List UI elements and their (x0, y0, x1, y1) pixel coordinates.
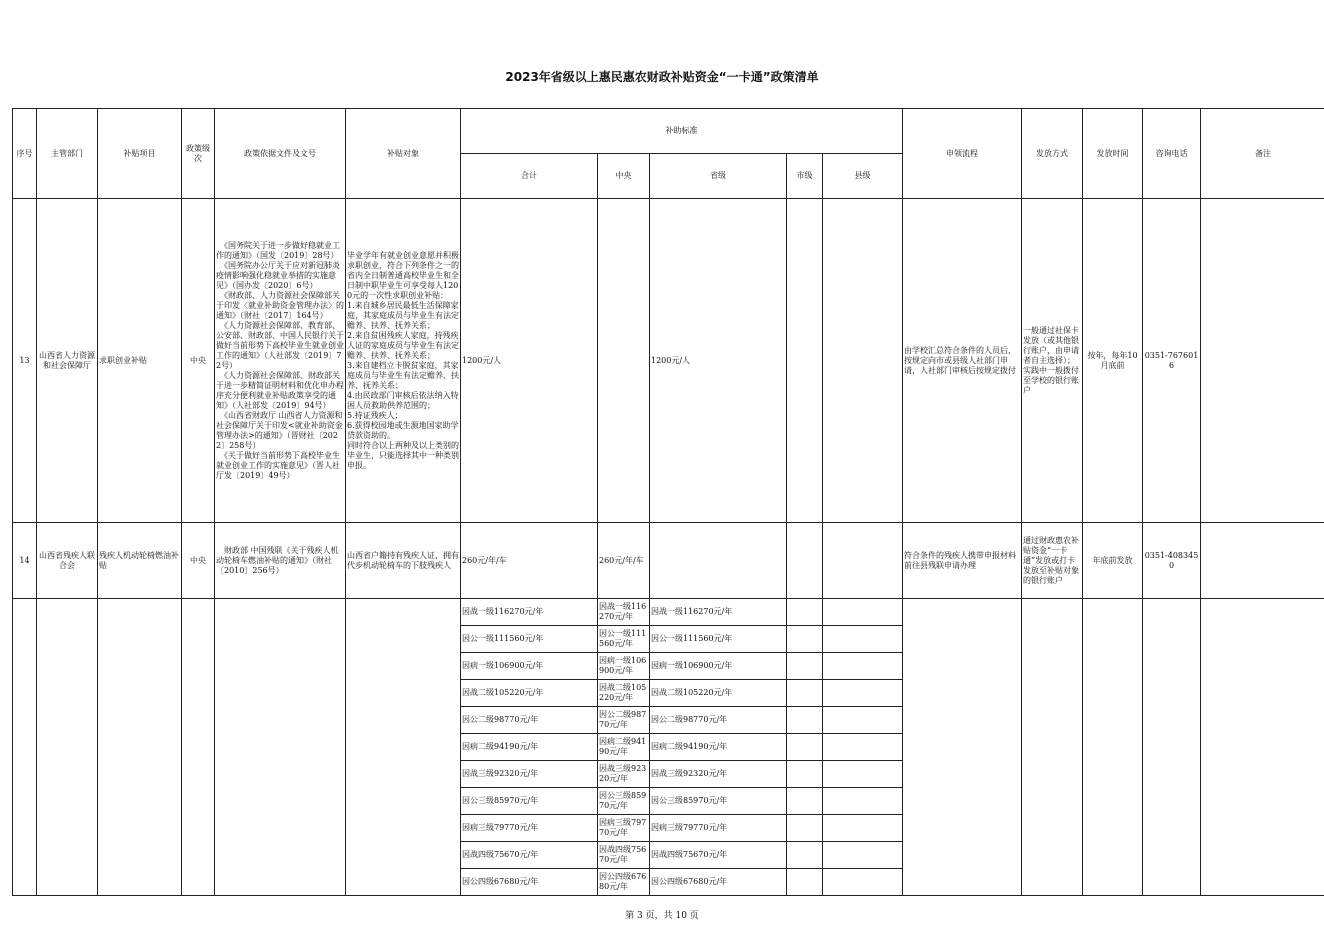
row-basis: 财政部 中国残联《关于残疾人机动轮椅车燃油补贴的通知》（财社〔2010〕256号） (215, 523, 346, 599)
row-county (823, 523, 903, 599)
sub-central: 因公三级85970元/年 (598, 788, 650, 815)
row-remark (1201, 199, 1324, 523)
sub-city (787, 680, 823, 707)
row-item: 残疾人机动轮椅燃油补贴 (98, 523, 182, 599)
sub-city (787, 869, 823, 896)
header-method: 发放方式 (1022, 109, 1083, 199)
header-seq: 序号 (13, 109, 37, 199)
sub-city (787, 761, 823, 788)
header-remark: 备注 (1201, 109, 1324, 199)
sub-total: 因公四级67680元/年 (461, 869, 598, 896)
row-level: 中央 (182, 523, 215, 599)
row-total: 260元/年/车 (461, 523, 598, 599)
sub-process (903, 599, 1022, 896)
row-target: 毕业学年有就业创业意愿并积极求职创业，符合下列条件之一的省内全日制普通高校毕业生和全日制中职毕业生可享受每人1200元的一次性求职创业补贴： 1.来自城乡居民最低生活保障家庭，其家庭成员与毕业生有法定赡养、扶养、抚养关系； 2.来自贫困残疾人家庭，持残疾人证的家庭成员与毕业生有法定赡养、扶养、抚养关系； 3.来自建档立卡脱贫家庭，其家庭成员与毕业生有法定赡养、扶养、抚养关系； 4.由民政部门审核后依法纳入特困人员救助供养范围的； 5.持证残疾人； 6.获得校园地或生源地国家助学贷款资助的。 同时符合以上两种及以上类别的毕业生，只能选择其中一种类别申报。 (346, 199, 461, 523)
sub-province: 因病一级106900元/年 (650, 653, 787, 680)
sub-total: 因病三级79770元/年 (461, 815, 598, 842)
sub-city (787, 626, 823, 653)
sub-city (787, 734, 823, 761)
row-phone: 0351-4083450 (1143, 523, 1201, 599)
header-central: 中央 (598, 154, 650, 199)
row-seq: 13 (13, 199, 37, 523)
sub-city (787, 788, 823, 815)
sub-county (823, 734, 903, 761)
sub-province: 因公二级98770元/年 (650, 707, 787, 734)
sub-county (823, 653, 903, 680)
sub-province: 因战四级75670元/年 (650, 842, 787, 869)
row-basis: 《国务院关于进一步做好稳就业工作的通知》（国发〔2019〕28号） 《国务院办公厅关于应对新冠肺炎疫情影响强化稳就业举措的实施意见》（国办发〔2020〕6号） 《财政部、人力资源社会保障部关于印发〈就业补助资金管理办法〉的通知》（财社〔2017〕164号） 《人力资源社会保障部、教育部、公安部、财政部、中国人民银行关于做好当前形势下高校毕业生就业创业工作的通知》（人社部发〔2019〕72号） 《人力资源社会保障部、财政部关于进一步精简证明材料和优化申办程序充分便利就业补贴政策享受的通知》（人社部发〔2019〕94号） 《山西省财政厅 山西省人力资源和社会保障厅关于印发<就业补助资金管理办法>的通知》（晋财社〔2022〕258号） 《关于做好当前形势下高校毕业生就业创业工作的实施意见》（晋人社厅发〔2019〕49号） (215, 199, 346, 523)
sub-central: 因战二级105220元/年 (598, 680, 650, 707)
sub-total: 因公三级85970元/年 (461, 788, 598, 815)
sub-method (1022, 599, 1083, 896)
sub-total: 因战一级116270元/年 (461, 599, 598, 626)
sub-city (787, 653, 823, 680)
page-footer: 第 3 页，共 10 页 (625, 911, 699, 921)
sub-central: 因病三级79770元/年 (598, 815, 650, 842)
row-city (787, 199, 823, 523)
sub-county (823, 761, 903, 788)
sub-province: 因公三级85970元/年 (650, 788, 787, 815)
sub-city (787, 599, 823, 626)
row-county (823, 199, 903, 523)
sub-county (823, 626, 903, 653)
header-county: 县级 (823, 154, 903, 199)
header-target: 补贴对象 (346, 109, 461, 199)
sub-remark (1201, 599, 1324, 896)
row-method: 通过财政惠农补贴资金“一卡通”发放或打卡发放至补贴对象的银行账户 (1022, 523, 1083, 599)
sub-county (823, 707, 903, 734)
sub-total: 因公一级111560元/年 (461, 626, 598, 653)
sub-province: 因公四级67680元/年 (650, 869, 787, 896)
sub-phone (1143, 599, 1201, 896)
sub-central: 因病二级94190元/年 (598, 734, 650, 761)
row-province (650, 523, 787, 599)
row-target: 山西省户籍持有残疾人证，拥有代步机动轮椅车的下肢残疾人 (346, 523, 461, 599)
row-item: 求职创业补贴 (98, 199, 182, 523)
page-title: 2023年省级以上惠民惠农财政补贴资金“一卡通”政策清单 (505, 70, 819, 84)
sub-county (823, 842, 903, 869)
row-total: 1200元/人 (461, 199, 598, 523)
header-level: 政策级次 (182, 109, 215, 199)
sub-province: 因战二级105220元/年 (650, 680, 787, 707)
row-remark (1201, 523, 1324, 599)
header-time: 发放时间 (1083, 109, 1143, 199)
sub-province: 因公一级111560元/年 (650, 626, 787, 653)
header-phone: 咨询电话 (1143, 109, 1201, 199)
sub-province: 因战一级116270元/年 (650, 599, 787, 626)
sub-county (823, 599, 903, 626)
header-total: 合计 (461, 154, 598, 199)
sub-level (182, 599, 215, 896)
sub-city (787, 815, 823, 842)
row-city (787, 523, 823, 599)
row-process: 由学校汇总符合条件的人员后，按规定向市或县级人社部门申请，人社部门审核后按规定拨付 (903, 199, 1022, 523)
row-process: 符合条件的残疾人携带申报材料前往县残联申请办理 (903, 523, 1022, 599)
row-dept: 山西省人力资源和社会保障厅 (37, 199, 98, 523)
sub-central: 因战四级75670元/年 (598, 842, 650, 869)
header-item: 补贴项目 (98, 109, 182, 199)
header-dept: 主管部门 (37, 109, 98, 199)
sub-central: 因公二级98770元/年 (598, 707, 650, 734)
row-dept: 山西省残疾人联合会 (37, 523, 98, 599)
sub-basis (215, 599, 346, 896)
sub-dept (37, 599, 98, 896)
row-province: 1200元/人 (650, 199, 787, 523)
sub-city (787, 842, 823, 869)
sub-total: 因病二级94190元/年 (461, 734, 598, 761)
sub-province: 因病三级79770元/年 (650, 815, 787, 842)
header-row-1 (13, 109, 1324, 154)
header-standard: 补助标准 (461, 109, 903, 154)
sub-central: 因战三级92320元/年 (598, 761, 650, 788)
header-basis: 政策依据文件及文号 (215, 109, 346, 199)
sub-central: 因战一级116270元/年 (598, 599, 650, 626)
sub-total: 因战三级92320元/年 (461, 761, 598, 788)
sub-county (823, 869, 903, 896)
table-row (13, 523, 1324, 599)
row-time: 年底前发放 (1083, 523, 1143, 599)
row-central: 260元/年/车 (598, 523, 650, 599)
sub-item (98, 599, 182, 896)
sub-time (1083, 599, 1143, 896)
header-city: 市级 (787, 154, 823, 199)
header-province: 省级 (650, 154, 787, 199)
sub-province: 因战三级92320元/年 (650, 761, 787, 788)
sub-central: 因病一级106900元/年 (598, 653, 650, 680)
sub-seq (13, 599, 37, 896)
sub-total: 因战四级75670元/年 (461, 842, 598, 869)
sub-county (823, 815, 903, 842)
sub-province: 因病二级94190元/年 (650, 734, 787, 761)
sub-row (13, 599, 1324, 626)
sub-total: 因公二级98770元/年 (461, 707, 598, 734)
sub-target (346, 599, 461, 896)
sub-central: 因公四级67680元/年 (598, 869, 650, 896)
row-method: 一般通过社保卡发放（或其他银行账户，由申请者自主选择）；实践中一般拨付至学校的银行账户 (1022, 199, 1083, 523)
table-row (13, 199, 1324, 523)
sub-city (787, 707, 823, 734)
sub-total: 因战二级105220元/年 (461, 680, 598, 707)
row-phone: 0351-7676016 (1143, 199, 1201, 523)
row-level: 中央 (182, 199, 215, 523)
row-central (598, 199, 650, 523)
row-time: 按年，每年10月底前 (1083, 199, 1143, 523)
header-process: 申领流程 (903, 109, 1022, 199)
row-seq: 14 (13, 523, 37, 599)
policy-table (12, 108, 1324, 896)
sub-total: 因病一级106900元/年 (461, 653, 598, 680)
sub-county (823, 788, 903, 815)
sub-county (823, 680, 903, 707)
sub-central: 因公一级111560元/年 (598, 626, 650, 653)
